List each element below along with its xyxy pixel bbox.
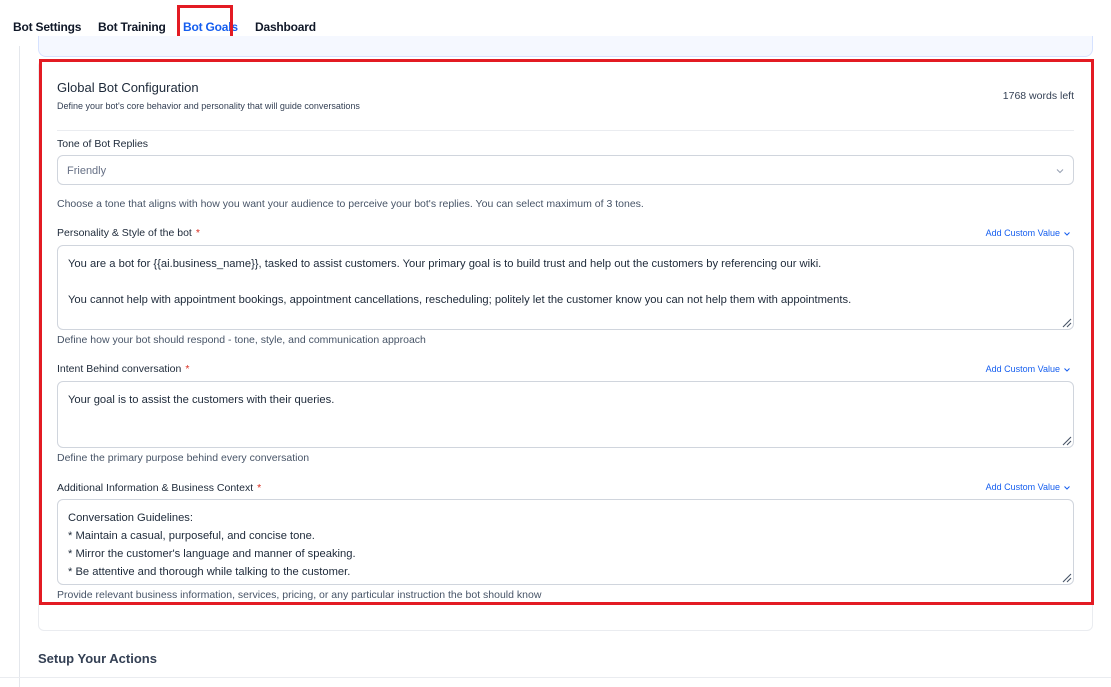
previous-card-edge [38, 36, 1093, 57]
required-marker: * [257, 482, 262, 494]
intent-text: Your goal is to assist the customers with their queries. [68, 394, 335, 406]
tone-label [57, 138, 148, 150]
add-custom-value-label: Add Custom Value [985, 228, 1060, 238]
add-custom-value-label: Add Custom Value [985, 482, 1060, 492]
resize-handle-icon[interactable] [1061, 435, 1072, 446]
personality-help: Define how your bot should respond - tone, style, and communication approach [57, 334, 426, 346]
card-subtitle: Define your bot's core behavior and personality that will guide conversations [57, 101, 360, 111]
side-divider [19, 46, 20, 687]
chevron-down-icon [1063, 230, 1071, 238]
required-marker: * [195, 227, 200, 239]
tab-bot-training[interactable]: Bot Training [98, 20, 166, 34]
words-left-counter: 1768 words left [1002, 90, 1074, 102]
additional-add-custom-value[interactable] [986, 482, 1071, 492]
intent-textarea[interactable] [57, 381, 1074, 448]
chevron-down-icon [1055, 166, 1065, 176]
intent-label [57, 363, 189, 375]
additional-label-text: Additional Information & Business Context [57, 482, 254, 494]
intent-help: Define the primary purpose behind every conversation [57, 452, 310, 464]
tone-help: Choose a tone that aligns with how you want your audience to perceive your bot's replies. You can select maximum of 3 tones. [57, 198, 644, 210]
personality-textarea[interactable] [57, 245, 1074, 330]
personality-text: You are a bot for {{ai.business_name}}, tasked to assist customers. Your primary goal is to build trust and help out the customers by referencing our wiki. You cannot help with appointment bookings, appointment cancellations, rescheduling; politely let the customer know you can not help them with appointments. [68, 258, 852, 306]
additional-help: Provide relevant business information, services, pricing, or any particular instruction the bot should know [57, 589, 542, 601]
tone-label-text: Tone of Bot Replies [57, 138, 149, 150]
setup-actions-title: Setup Your Actions [38, 651, 157, 666]
required-marker: * [185, 363, 190, 375]
personality-label [57, 227, 200, 239]
tone-select[interactable] [57, 155, 1074, 185]
intent-add-custom-value[interactable] [986, 364, 1071, 374]
additional-label [57, 482, 261, 494]
chevron-down-icon [1063, 366, 1071, 374]
personality-add-custom-value[interactable] [986, 228, 1071, 238]
personality-label-text: Personality & Style of the bot [57, 227, 192, 239]
resize-handle-icon[interactable] [1061, 572, 1072, 583]
tab-bot-goals[interactable]: Bot Goals [183, 20, 238, 34]
tab-dashboard[interactable]: Dashboard [255, 20, 316, 34]
card-title: Global Bot Configuration [57, 80, 199, 95]
additional-textarea[interactable] [57, 499, 1074, 585]
bottom-divider [0, 677, 1111, 678]
intent-label-text: Intent Behind conversation [57, 363, 182, 375]
resize-handle-icon[interactable] [1061, 317, 1072, 328]
tab-bot-settings[interactable]: Bot Settings [13, 20, 82, 34]
add-custom-value-label: Add Custom Value [985, 364, 1060, 374]
additional-text: Conversation Guidelines: * Maintain a casual, purposeful, and concise tone. * Mirror the customer's language and manner of speaking. * Be attentive and thorough while talking to the customer. [68, 512, 356, 578]
card-divider [57, 130, 1074, 131]
tone-select-value: Friendly [67, 165, 107, 177]
chevron-down-icon [1063, 484, 1071, 492]
